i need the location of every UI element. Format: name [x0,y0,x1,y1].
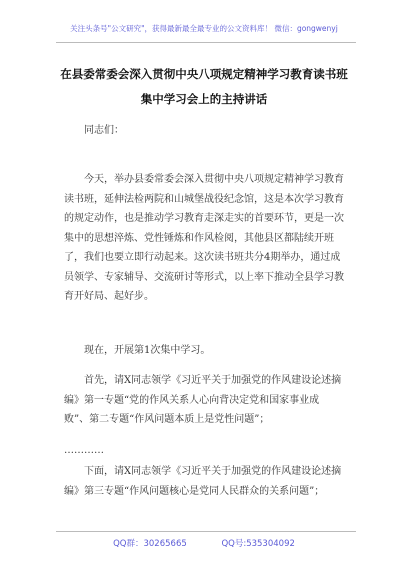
body-paragraph-1: 今天，举办县委常委会深入贯彻中央八项规定精神学习教育读书班，延伸法检两院和山城堡战役纪念馆，这是本次学习教育的规定动作，也是推动学习教育走深走实的首要环节，更是一次集中的思想淬炼、党性锤炼和作风检阅，其他县区都陆续开班了，我们也要立即行动起来。这次读书班共分4期举办，通过成员领学、专家辅导、交流研讨等形式，以上率下推动全县学习教育开好局、起好步。 [64,174,344,302]
header-divider [56,42,356,43]
body-paragraph-2: 现在，开展第1次集中学习。 [84,345,211,356]
body-paragraph-3: 首先，请X同志领学《习近平关于加强党的作风建设论述摘编》第一专题“党的作风关系人心向背决定党和国家事业成败”、第二专题“作风问题本质上是党性问题”； [64,375,342,425]
footer-contact [0,537,408,549]
document-title-line-2: 集中学习会上的主持讲话 [140,92,268,106]
header-promo-text: 关注头条号"公文研究"，获得最新最全最专业的公文资料库！ 微信：gongwenyj [70,24,338,33]
salutation: 同志们： [84,125,124,136]
footer-qq-number: QQ号:535304092 [221,539,295,549]
document-title-line-1: 在县委常委会深入贯彻中央八项规定精神学习教育读书班 [60,67,348,81]
footer-divider [56,531,356,532]
footer-qq-group: QQ群：30265665 [113,539,187,549]
ellipsis-line: ………… [64,445,104,456]
body-paragraph-4: 下面，请X同志领学《习近平关于加强党的作风建设论述摘编》第三专题“作风问题核心是党同人民群众的关系问题”； [64,466,342,497]
